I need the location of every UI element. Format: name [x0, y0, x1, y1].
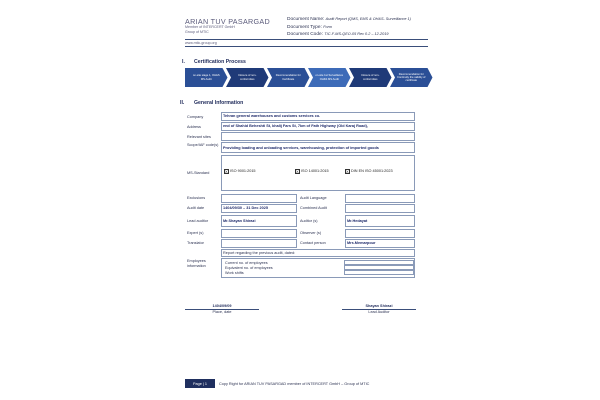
address-value: end of Shahid Beheshti St, khalij Fars St, 7km of Fath Highway (Old Karaj Road),: [223, 124, 368, 128]
label-employees: Employees information: [187, 259, 206, 268]
section2-title: General Information: [194, 100, 244, 106]
label-combined-audit: Combined Audit: [300, 206, 327, 210]
company-sub1: Member of INTERCERT GmbH: [185, 25, 235, 29]
label-auditor: Auditor (s): [300, 219, 318, 223]
doc-name-value: Audit Report (QMS, EMS & OH&S- Surveillance 1): [325, 17, 411, 21]
standard-label-iso14001: ISO 14001:2015: [301, 169, 329, 173]
process-step-label: on-site 1st Surveillance OH&S MS Audit: [315, 74, 344, 81]
company-value: Tehran general warehouses and customs services co.: [223, 114, 321, 118]
label-audit-date: Audit date: [187, 206, 205, 210]
doc-type-label: Document Type:: [287, 24, 322, 30]
label-address: Address: [187, 125, 201, 129]
signature-date-caption: Place, date: [212, 310, 232, 314]
page-number-badge: Page | 1: [185, 379, 215, 388]
doc-code-row: [287, 32, 389, 37]
label-exclusions: Exclusions: [187, 196, 206, 200]
process-step-5: [349, 68, 392, 87]
label-lead-auditor: Lead auditor: [187, 219, 209, 223]
footer-copyright: Copy Right for ARIAN TUV PASARGAD member of INTERCERT GmbH – Group of MTIC: [219, 382, 370, 386]
label-work-shifts: Work shifts: [225, 270, 244, 275]
process-step-3: [267, 68, 310, 87]
doc-name-label: Document Name:: [287, 17, 325, 22]
exclusions-field[interactable]: [221, 194, 297, 203]
translator-field[interactable]: [221, 239, 297, 248]
scope-value: Providing loading and unloading services, warehousing, protection of imported goods: [223, 146, 379, 150]
doc-type-row: [287, 25, 332, 30]
standard-label-iso9001: ISO 9001:2015: [230, 169, 256, 173]
process-step-2: [226, 68, 269, 87]
label-equivalent-employees: Equivalent no. of employees: [225, 265, 273, 270]
auditor-value: Mr.Hedayat: [347, 219, 368, 223]
signature-date-value: 1404/09/09: [212, 304, 232, 308]
process-step-4: [308, 68, 351, 87]
relevant-sites-field[interactable]: [221, 132, 415, 141]
standard-checkbox-iso45001[interactable]: X: [346, 169, 349, 174]
label-contact-person: Contact person: [300, 241, 326, 245]
process-step-label: on-site stage 1, OH&S MS Audit: [192, 74, 220, 81]
audit-date-value: 1404/09/30 – 31 Dec 2025: [223, 206, 268, 210]
doc-code-label: Document Code:: [287, 32, 323, 37]
lead-auditor-value: Mr.Shayan Shirazi: [223, 219, 256, 223]
process-step-label: Closure of non-conformities: [238, 74, 257, 81]
label-expert: Expert (s): [187, 231, 204, 235]
company-sub2: Group of MTIC: [185, 29, 209, 34]
combined-audit-field[interactable]: [345, 204, 415, 213]
process-step-label: Recommendation for Continuity the validity of certificate: [397, 72, 426, 83]
label-current-employees: Current no. of employees: [225, 260, 268, 265]
process-step-6: [390, 68, 433, 87]
label-observer: Observer (s): [300, 231, 322, 235]
doc-name-row: [287, 17, 411, 22]
audit-language-field[interactable]: [345, 194, 415, 203]
standard-checkbox-iso9001[interactable]: X: [225, 169, 228, 174]
contact-person-value: Mrs.Memarpour: [347, 241, 376, 245]
company-name: ARIAN TUV PASARGAD: [185, 17, 271, 26]
label-audit-language: Audit Language: [300, 196, 327, 200]
process-step-1: [185, 68, 228, 87]
process-step-label: Recommendation for Certificate: [275, 74, 301, 81]
current-employees-input[interactable]: [344, 260, 414, 265]
website: www.mtic-group.org: [185, 40, 217, 45]
standard-label-iso45001: DIN EN ISO 45001:2023: [351, 169, 393, 173]
doc-code-value: TIC-F-MS-QEO-05 Rev 0.2 – 12-2019: [324, 32, 389, 36]
label-scope: Scope/IAF code(s): [187, 143, 219, 147]
standard-checkbox-iso14001[interactable]: X: [296, 169, 299, 174]
label-ms-standard: MS-Standard: [187, 171, 210, 175]
header-rule-2: [185, 46, 428, 47]
label-previous-audit: Report regarding the previous audit, dated:: [223, 250, 296, 255]
equivalent-employees-input[interactable]: [344, 265, 414, 270]
signature-auditor-caption: Lead Auditor: [368, 310, 390, 314]
ms-standard-field: [221, 155, 415, 191]
label-company: Company: [187, 115, 204, 119]
signature-auditor-value: Shayan Shirazi: [365, 304, 393, 308]
process-step-label: Closure of non-conformities: [361, 74, 380, 81]
observer-field[interactable]: [345, 229, 415, 238]
label-translator: Translator: [187, 241, 204, 245]
doc-type-value: Form: [323, 24, 333, 29]
section1-number: I.: [182, 59, 185, 65]
label-relevant-sites: Relevant sites: [187, 135, 211, 139]
section1-title: Certification Process: [194, 59, 246, 65]
work-shifts-input[interactable]: [344, 270, 414, 275]
section2-number: II.: [180, 100, 185, 106]
header-rule: [185, 39, 428, 40]
expert-field[interactable]: [221, 229, 297, 238]
